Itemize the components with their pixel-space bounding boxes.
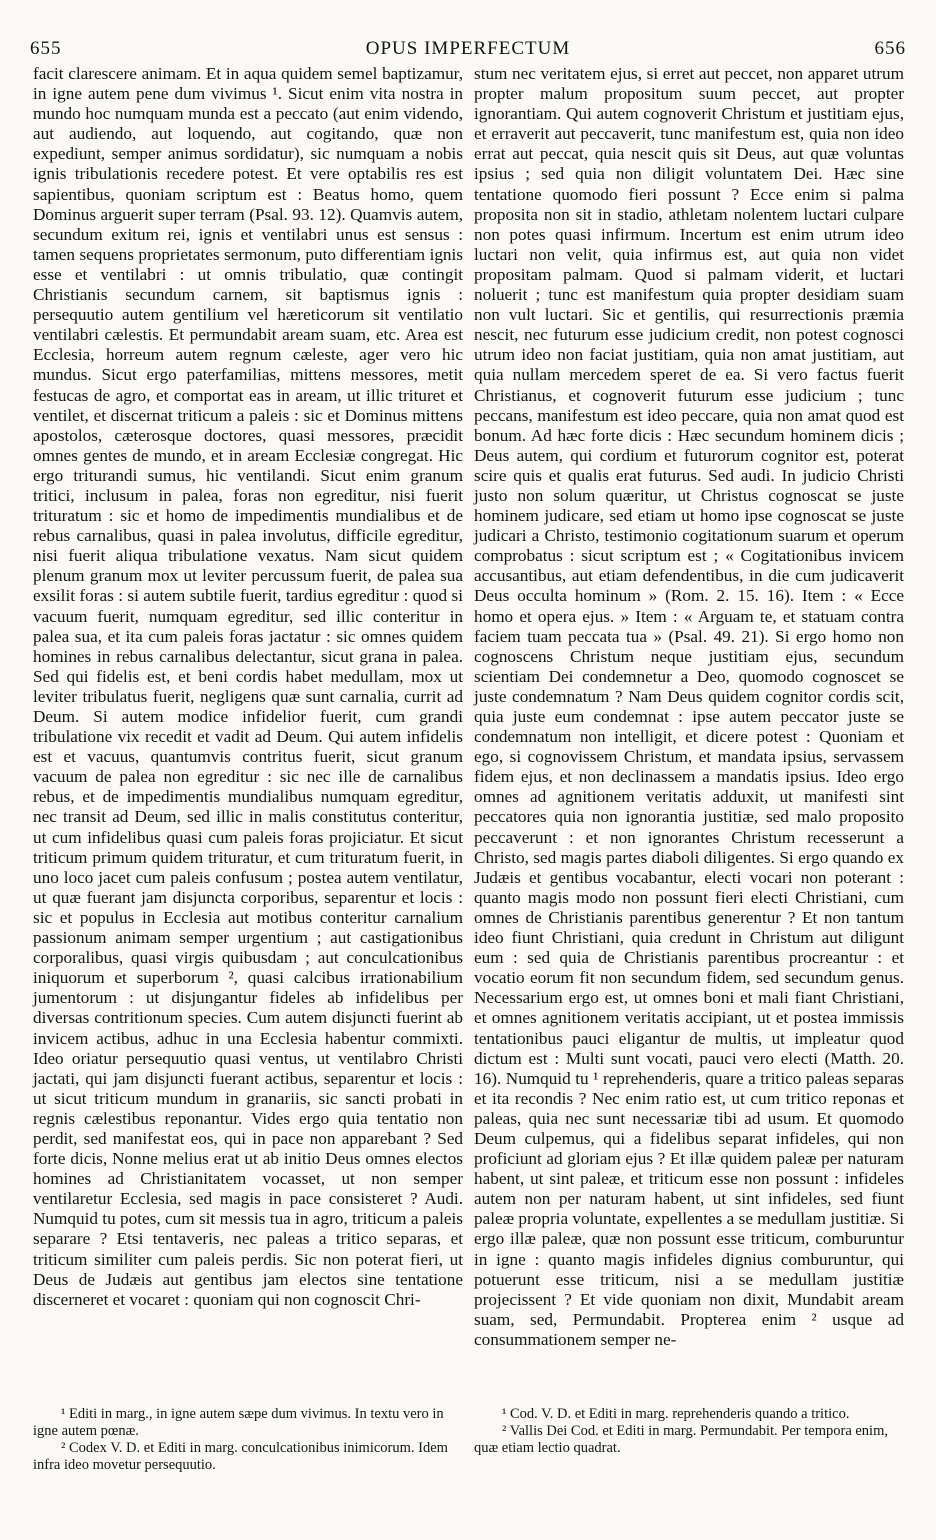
running-title: OPUS IMPERFECTUM xyxy=(365,38,571,59)
footnote-right-2: ² Vallis Dei Cod. et Editi in marg. Permundabit. Per tempora enim, quæ etiam lectio quadrat. xyxy=(474,1423,888,1456)
running-header xyxy=(30,38,906,60)
page-number-left: 655 xyxy=(30,38,62,59)
page-number-right: 656 xyxy=(874,38,906,59)
left-column-paragraph: facit clarescere animam. Et in aqua quidem semel baptizamur, in igne autem pene dum vivimus ¹. Sicut enim vita nostra in mundo hoc numquam munda est a peccato (aut enim videndo, aut audiendo, aut loquendo, aut cogitando, quæ non expediunt, semper animus sordidatur), sic numquam a nobis ignis tribulationis recedere potest. Et vere optabilis res est sapientibus, quoniam scriptum est : Beatus homo, quem Dominus arguerit super terram (Psal. 93. 12). Quamvis autem, secundum exitum rei, ignis et ventilabri unus est sensus : tamen sequens proprietates sermonum, puto differentiam ignis esse et ventilabri : ut omnis tribulatio, quæ contingit Christianis secundum carnem, sit baptismus ignis : persequutio autem gentilium vel hæreticorum sit ventilatio ventilabri cælestis. Et permundabit aream suam, etc. Area est Ecclesia, horreum autem regnum cæleste, ager vero hic mundus. Sicut ergo paterfamilias, mittens messores, metit festucas de agro, et comportat eas in aream, ut illic trituret et ventilet, et discernat triticum a paleis : sic et Dominus mittens apostolos, cæterosque doctores, quasi messores, præcidit omnes gentes de mundo, et in aream Ecclesiæ congregat. Hic ergo triturandi sumus, hic ventilandi. Sicut enim granum tritici, inclusum in palea, foras non egreditur, nisi fuerit trituratum : sic et homo de impedimentis mundialibus et de rebus carnalibus, quasi in palea involutus, difficile egreditur, nisi fuerit aliqua tribulatione vexatus. Nam sicut quidem plenum granum mox ut leviter percussum fuerit, de palea sua exsilit foras : si autem subtile fuerit, tardius egreditur : quod si vacuum fuerit, numquam egreditur, sed illic conteritur in palea sua, et ita cum paleis foras jactatur : sic omnes quidem homines in rebus carnalibus delectantur, sicut grana in palea. Sed qui fidelis est, et beni cordis habet medullam, mox ut leviter tribulatus fuerit, negligens quæ sunt carnalia, currit ad Deum. Si autem modice infidelior fuerit, cum grandi tribulatione vix recedit et vadit ad Deum. Qui autem infidelis est et vacuus, quantumvis contritus fuerit, sicut granum vacuum de palea non egreditur : sic nec ille de carnalibus rebus, et de impedimentis mundialibus numquam egreditur, nec transit ad Deum, sed illic in malis constitutus conteritur, ut cum infidelibus quasi cum paleis foras projiciatur. Et sicut triticum primum quidem trituratur, et cum trituratum fuerit, in uno loco jacet cum paleis confusum ; postea autem ventilatur, ut quæ fuerant jam disjuncta corporibus, separentur et locis : sic et populus in Ecclesia aut motibus conteritur carnalium passionum animam semper urgentium ; aut castigationibus corporalibus, quasi virgis quibusdam ; aut conculcationibus iniquorum et superborum ², quasi calcibus irrationabilium jumentorum : ut disjungantur fideles ab infidelibus per diversas contritionum species. Cum autem disjuncti fuerint ab invicem actibus, adhuc in una Ecclesia habentur commixti. Ideo oriatur persequutio quasi ventus, ut ventilabro Christi jactati, qui jam disjuncti fuerant actibus, separentur et locis : ut sicut triticum mundum in granariis, sic sancti probati in regnis cælestibus reponantur. Vides ergo quia tentatio non perdit, sed manifestat eos, qui in pace non apparebant ? Sed forte dicis, Nonne melius erat ut ab initio Deus omnes electos homines ad Christianitatem vocasset, ut non semper ventilaretur Ecclesia, sed magis in pace consisteret ? Audi. Numquid tu potes, cum sit messis tua in agro, triticum a paleis separare ? Etsi tentaveris, nec paleas a tritico separas, et triticum similiter cum paleis perdis. Sic non poterat fieri, ut Deus de Judæis aut gentibus jam electos sine tentatione discerneret et vocaret : quoniam qui non cognoscit Chri- xyxy=(33,64,463,1309)
left-text-column xyxy=(33,64,463,1310)
footnote-left-2: ² Codex V. D. et Editi in marg. conculcationibus inimicorum. Idem infra ideo movetur persequutio. xyxy=(33,1440,448,1473)
footnote-left-1: ¹ Editi in marg., in igne autem sæpe dum vivimus. In textu vero in igne autem pœnæ. xyxy=(33,1406,444,1439)
right-text-column xyxy=(474,64,904,1350)
right-footnotes xyxy=(474,1406,904,1457)
left-footnotes xyxy=(33,1406,463,1474)
footnote-right-1: ¹ Cod. V. D. et Editi in marg. reprehenderis quando a tritico. xyxy=(502,1406,850,1422)
right-column-paragraph: stum nec veritatem ejus, si erret aut peccet, non apparet utrum propter malum propositum suum peccet, aut propter ignorantiam. Qui autem cognoverit Christum et justitiam ejus, et erraverit aut peccaverit, tunc manifestum est, quia non ideo errat aut peccat, quia nescit quis sit Deus, aut quæ voluntas ipsius ; sed quia non diligit voluntatem Dei. Hæc sine tentatione quomodo fieri possunt ? Ecce enim si palma proposita non sit in stadio, athletam nolentem luctari culpare non potes quasi infirmum. Incertum est enim utrum ideo luctari non velit, quia infirmus est, aut quia non videt propositam palmam. Quod si palmam viderit, et luctari noluerit ; tunc est manifestum quia propter desidiam suam non vult luctari. Sic et gentilis, qui resurrectionis præmia nescit, nec futurum esse judicium credit, non potest cognosci utrum ideo non faciat justitiam, quia non amat justitiam, aut quia nullam mercedem speret de ea. Si vero factus fuerit Christianus, et cognoverit futurum esse judicium ; tunc peccans, manifestum est ideo peccare, quia non amat quod est bonum. Ad hæc forte dicis : Hæc secundum hominem dicis ; Deus autem, qui cordium et futurorum cognitor est, poterat scire quis et qualis erat futurus. Sed audi. In judicio Christi justo non solum quæritur, ut Christus cognoscat se juste hominem judicare, sed etiam ut homo ipse cognoscat se juste judicari a Christo, testimonio cogitationum suarum et operum comprobatus : sicut scriptum est ; « Cogitationibus invicem accusantibus, aut etiam defendentibus, in die cum judicaverit Deus occulta hominum » (Rom. 2. 15. 16). Item : « Ecce homo et opera ejus. » Item : « Arguam te, et statuam contra faciem tuam peccata tua » (Psal. 49. 21). Si ergo homo non cognoscens Christum neque justitiam ejus, secundum scientiam Dei condemnetur a Deo, quomodo cognoscet se juste condemnatum ? Nam Deus quidem cognitor cordis scit, quia juste eum condemnat : ipse autem peccator juste se condemnatum non intelligit, et dicere potest : Quoniam et ego, si cognovissem Christum, et mandata ipsius, servassem fidem ejus, et non declinassem a mandatis ipsius. Ideo ergo omnes ad agnitionem veritatis adduxit, ut manifesti sint peccatores quia non ignorantia justitiæ, sed malo proposito peccaverunt : et non ignorantes Christum recesserunt a Christo, sed magis partes diaboli diligentes. Si ergo quando ex Judæis et gentibus vocabantur, electi vocari non poterant : quanto magis modo non possunt fieri electi Christiani, cum omnes de Christianis parentibus generentur ? Et non tantum ideo fiunt Christiani, quia credunt in Christum aut diligunt eum : sed quia de Christianis parentibus procreantur : et vocatio eorum fit non secundum fidem, sed secundum genus. Necessarium ergo est, ut omnes boni et mali fiant Christiani, et omnes agnitionem veritatis accipiant, ut et postea immissis tentationibus pauci eligantur de multis, ut impleatur quod dictum est : Multi sunt vocati, pauci vero electi (Matth. 20. 16). Numquid tu ¹ reprehenderis, quare a tritico paleas separas et ita recondis ? Nec enim ratio est, ut cum tritico reponas et paleas, quia nec sunt necessariæ tibi ad usum. Et quomodo Deum culpemus, qui a fidelibus separat infideles, qui non proficiunt ad gloriam ejus ? Et illæ quidem paleæ per naturam habent, ut sint paleæ, et triticum esse non possunt : infideles autem non per naturam habent, ut sint infideles, sed fiunt paleæ propria voluntate, expellentes a se medullam justitiæ. Si ergo illæ paleæ, quæ non possunt esse triticum, comburuntur in igne : quanto magis infideles dignius comburuntur, qui potuerunt esse triticum, nisi a se medullam justitiæ projecissent ? Et vide quoniam non dixit, Mundabit aream suam, sed, Permundabit. Propterea enim ² usque ad consummationem semper ne- xyxy=(474,64,904,1349)
